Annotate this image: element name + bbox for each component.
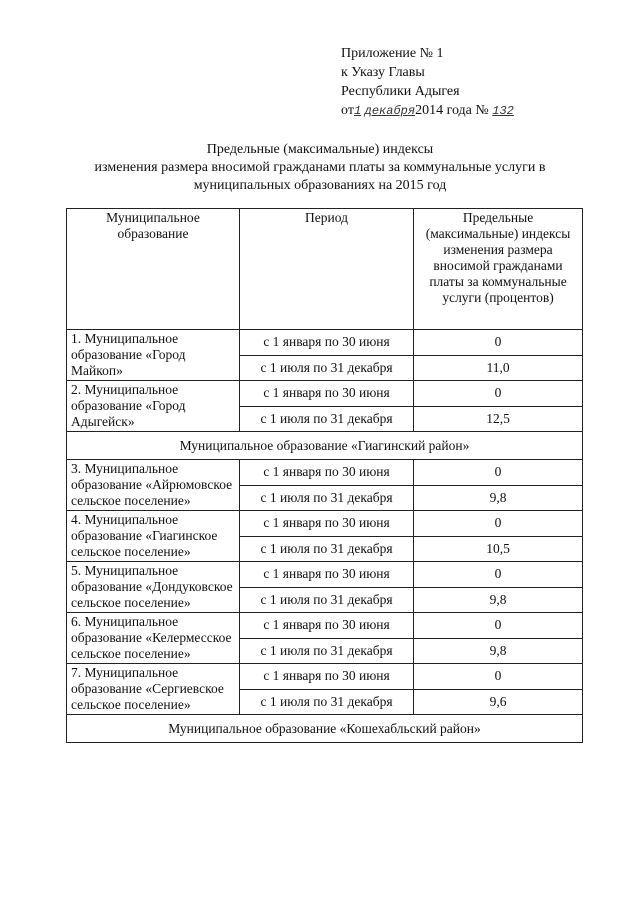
index-second-half: 9,8 xyxy=(414,485,583,511)
appendix-line-1: Приложение № 1 xyxy=(341,46,444,61)
index-first-half: 0 xyxy=(414,381,583,407)
municipality-name: 2. Муниципальное образование «Город Адыгейск» xyxy=(67,381,240,432)
date-month: декабря xyxy=(364,104,416,118)
header-period: Период xyxy=(240,209,414,330)
period-first-half: с 1 января по 30 июня xyxy=(240,381,414,407)
municipality-name: 4. Муниципальное образование «Гиагинское сельское поселение» xyxy=(67,511,240,562)
date-year: 2014 года № xyxy=(415,103,489,118)
index-first-half: 0 xyxy=(414,330,583,356)
index-second-half: 9,6 xyxy=(414,689,583,715)
index-second-half: 9,8 xyxy=(414,638,583,664)
index-first-half: 0 xyxy=(414,511,583,537)
index-second-half: 12,5 xyxy=(414,406,583,432)
table-row xyxy=(67,511,583,537)
header-indices: Предельные (максимальные) индексы изменения размера вносимой гражданами платы за коммунальные услуги (процентов) xyxy=(414,209,583,330)
period-first-half: с 1 января по 30 июня xyxy=(240,664,414,690)
period-first-half: с 1 января по 30 июня xyxy=(240,613,414,639)
index-second-half: 9,8 xyxy=(414,587,583,613)
section-row xyxy=(67,432,583,460)
period-first-half: с 1 января по 30 июня xyxy=(240,460,414,486)
section-title: Муниципальное образование «Гиагинский район» xyxy=(67,432,583,460)
decree-number: 132 xyxy=(492,104,514,118)
period-second-half: с 1 июля по 31 декабря xyxy=(240,485,414,511)
indices-table-body xyxy=(67,209,583,743)
header-municipality: Муниципальное образование xyxy=(67,209,240,330)
table-row xyxy=(67,330,583,356)
municipality-name: 6. Муниципальное образование «Келермесское сельское поселение» xyxy=(67,613,240,664)
index-first-half: 0 xyxy=(414,613,583,639)
period-first-half: с 1 января по 30 июня xyxy=(240,330,414,356)
period-second-half: с 1 июля по 31 декабря xyxy=(240,536,414,562)
municipality-name: 1. Муниципальное образование «Город Майкоп» xyxy=(67,330,240,381)
table-row xyxy=(67,664,583,690)
indices-table xyxy=(66,208,583,743)
period-second-half: с 1 июля по 31 декабря xyxy=(240,355,414,381)
date-day: 1 xyxy=(353,104,362,118)
title-line-1: Предельные (максимальные) индексы xyxy=(206,142,434,157)
index-second-half: 10,5 xyxy=(414,536,583,562)
index-second-half: 11,0 xyxy=(414,355,583,381)
table-row xyxy=(67,460,583,486)
period-first-half: с 1 января по 30 июня xyxy=(240,511,414,537)
document-title xyxy=(0,141,640,195)
appendix-line-3: Республики Адыгея xyxy=(341,84,460,99)
period-second-half: с 1 июля по 31 декабря xyxy=(240,587,414,613)
header-row xyxy=(67,209,583,330)
table-row xyxy=(67,562,583,588)
index-first-half: 0 xyxy=(414,460,583,486)
period-second-half: с 1 июля по 31 декабря xyxy=(240,689,414,715)
appendix-date-line xyxy=(341,101,514,121)
municipality-name: 7. Муниципальное образование «Сергиевское сельское поселение» xyxy=(67,664,240,715)
period-first-half: с 1 января по 30 июня xyxy=(240,562,414,588)
period-second-half: с 1 июля по 31 декабря xyxy=(240,638,414,664)
title-line-2: изменения размера вносимой гражданами платы за коммунальные услуги в xyxy=(94,160,546,175)
period-second-half: с 1 июля по 31 декабря xyxy=(240,406,414,432)
table-row xyxy=(67,381,583,407)
index-first-half: 0 xyxy=(414,664,583,690)
appendix-header xyxy=(341,44,514,121)
table-row xyxy=(67,613,583,639)
municipality-name: 5. Муниципальное образование «Дондуковское сельское поселение» xyxy=(67,562,240,613)
municipality-name: 3. Муниципальное образование «Айрюмовское сельское поселение» xyxy=(67,460,240,511)
title-line-3: муниципальных образованиях на 2015 год xyxy=(193,178,447,193)
appendix-line-2: к Указу Главы xyxy=(341,65,425,80)
date-prefix: от xyxy=(341,103,354,118)
section-row xyxy=(67,715,583,743)
section-title: Муниципальное образование «Кошехабльский район» xyxy=(67,715,583,743)
index-first-half: 0 xyxy=(414,562,583,588)
